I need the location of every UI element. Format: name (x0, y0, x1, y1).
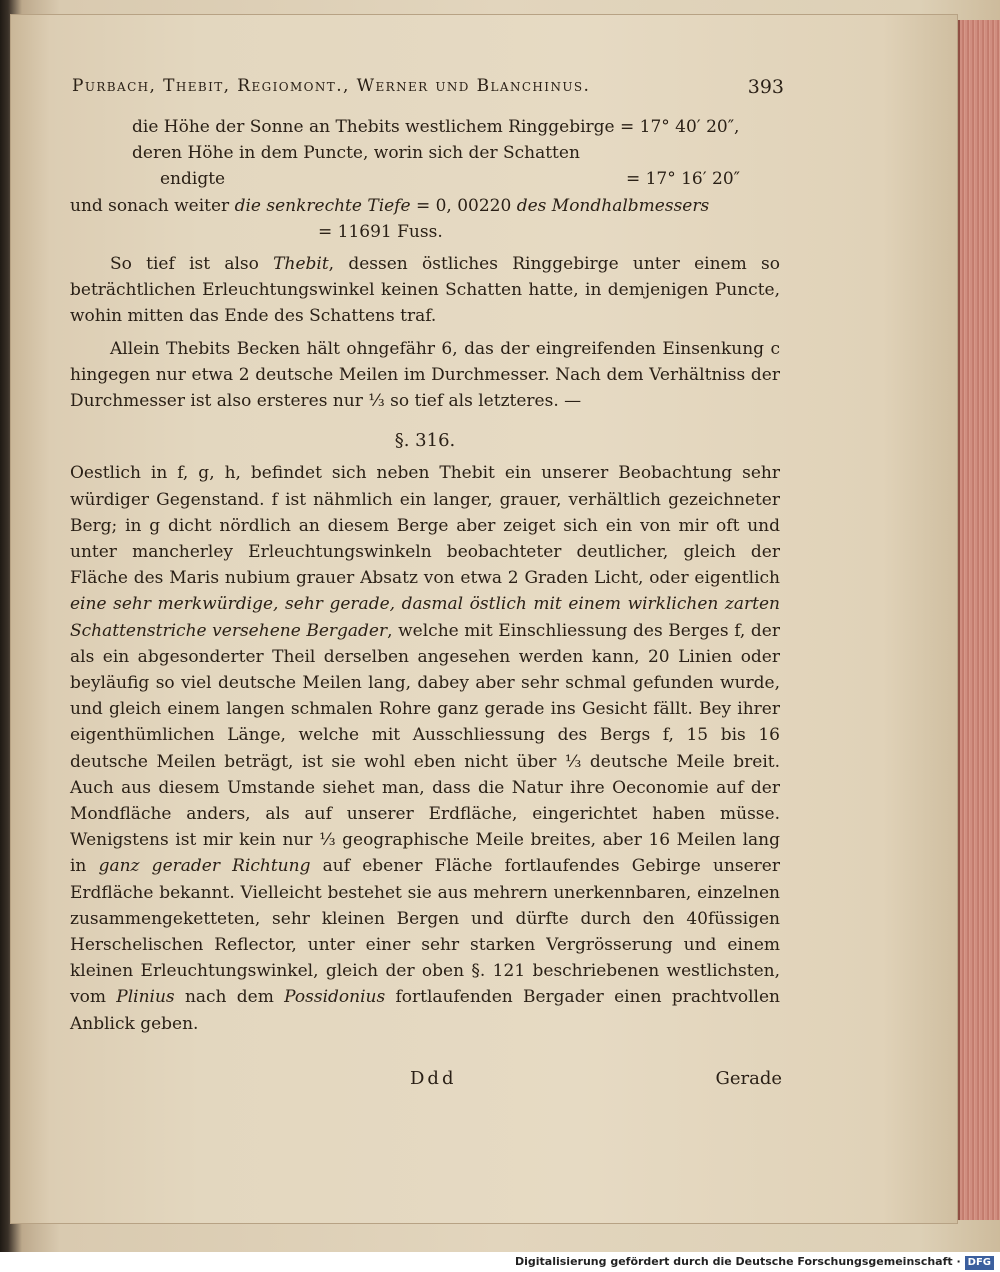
catchword: Gerade (715, 1068, 782, 1089)
paragraph-3-d: ganz gerader Richtung (98, 856, 311, 877)
section-heading: §. 316. (394, 430, 456, 452)
paragraph-3-b: eine sehr merkwürdige, sehr gerade, dasmal östlich mit einem wirklichen zarten Schattenstriche versehene Bergader (70, 594, 780, 641)
page-number: 393 (747, 76, 784, 98)
paragraph-1 (70, 251, 780, 330)
formula-line-3-label: endigte (160, 169, 226, 190)
running-title: Purbach, Thebit, Regiomont., Werner und Blanchinus. (72, 76, 591, 96)
formula-line-4-a: und sonach weiter (70, 195, 235, 216)
paragraph-1-b: Thebit (273, 253, 329, 274)
page-fore-edge (958, 20, 1000, 1220)
paragraph-2: Allein Thebits Becken hält ohngefähr 6, das der eingreifenden Einsenkung c hingegen nur etwa 2 deutsche Meilen im Durchmesser. Nach dem Verhältniss der Durchmesser ist also ersteres nur ⅓ so tief als letzteres. — (70, 338, 780, 411)
formula-line-4-d: des Mondhalbmessers (516, 195, 710, 216)
digitization-credit (0, 1252, 1000, 1272)
paragraph-3-a: Oestlich in f, g, h, befindet sich neben Thebit ein unserer Beobachtung sehr würdiger Gegenstand. f ist nähmlich ein langer, grauer, verhältlich gezeichneter Berg; in g dicht nördlich an diesem Berge aber zeiget sich ein von mir oft und unter mancherley Erleuchtungswinkeln beobachteter deutlicher, gleich der Fläche des Maris nubium grauer Absatz von etwa 2 Graden Licht, oder eigentlich (70, 463, 780, 589)
paragraph-3-g: nach dem (174, 987, 285, 1008)
paragraph-1-c: , dessen östliches Ringgebirge unter einem so beträchtlichen Erleuchtungswinkel keinen Schatten hatte, in demjenigen Puncte, wohin mitten das Ende des Schattens traf. (70, 253, 780, 327)
signature-mark: Ddd (410, 1068, 457, 1089)
credit-text: Digitalisierung gefördert durch die Deutsche Forschungsgemeinschaft · (514, 1255, 961, 1268)
formula-line-5: = 11691 Fuss. (318, 221, 443, 242)
paragraph-3-c: , welche mit Einschliessung des Berges f, der als ein abgesonderter Theil derselben angesehen werden kann, 20 Linien oder beyläufig so viel deutsche Meilen lang, dabey aber sehr schmal gefunden wurde, und gleich einem langen schmalen Rohre ganz gerade ins Gesicht fällt. Bey ihrer eigenthümlichen Länge, welche mit Ausschliessung des Bergs f, 15 bis 16 deutsche Meilen beträgt, ist sie wohl eben nicht über ⅓ deutsche Meile breit. Auch aus diesem Umstande siehet man, dass die Natur ihre Oeconomie auf der Mondfläche anders, als auf unserer Erdfläche, eingerichtet haben müsse. Wenigstens ist mir kein nur ⅓ geographische Meile breites, aber 16 Meilen lang in (70, 620, 780, 877)
paragraph-1-a: So tief ist also (110, 253, 274, 274)
formula-line-1: die Höhe der Sonne an Thebits westlichem Ringgebirge = 17° 40′ 20″, (132, 117, 740, 137)
paragraph-3-h: Possidonius (284, 987, 386, 1008)
running-header (72, 76, 784, 106)
paragraph-3-e: auf ebener Fläche fortlaufendes Gebirge unserer Erdfläche bekannt. Vielleicht bestehet sie aus mehrern unerkennbaren, einzelnen zusammengeketteten, sehr kleinen Bergen und dürfte durch den 40füssigen Herschelischen Reflector, unter einer sehr starken Vergrösserung und einem kleinen Erleuchtungswinkel, gleich der oben §. 121 beschriebenen westlichsten, vom (70, 856, 780, 1008)
formula-line-4 (70, 193, 780, 219)
paragraph-3-i: fortlaufenden Bergader einen prachtvollen Anblick geben. (70, 987, 780, 1034)
page-footer (70, 1068, 782, 1094)
formula-line-4-c: = 0, 00220 (410, 195, 517, 216)
dfg-logo: DFG (965, 1256, 994, 1270)
formula-line-3 (70, 166, 780, 192)
paragraph-3-f: Plinius (116, 987, 175, 1008)
formula-line-4-b: die senkrechte Tiefe (234, 195, 411, 216)
paragraph-3 (70, 460, 780, 1036)
page-body (70, 114, 780, 1037)
formula-line-3-value: = 17° 16′ 20″ (625, 169, 740, 190)
formula-line-2: deren Höhe in dem Puncte, worin sich der Schatten (132, 143, 580, 164)
